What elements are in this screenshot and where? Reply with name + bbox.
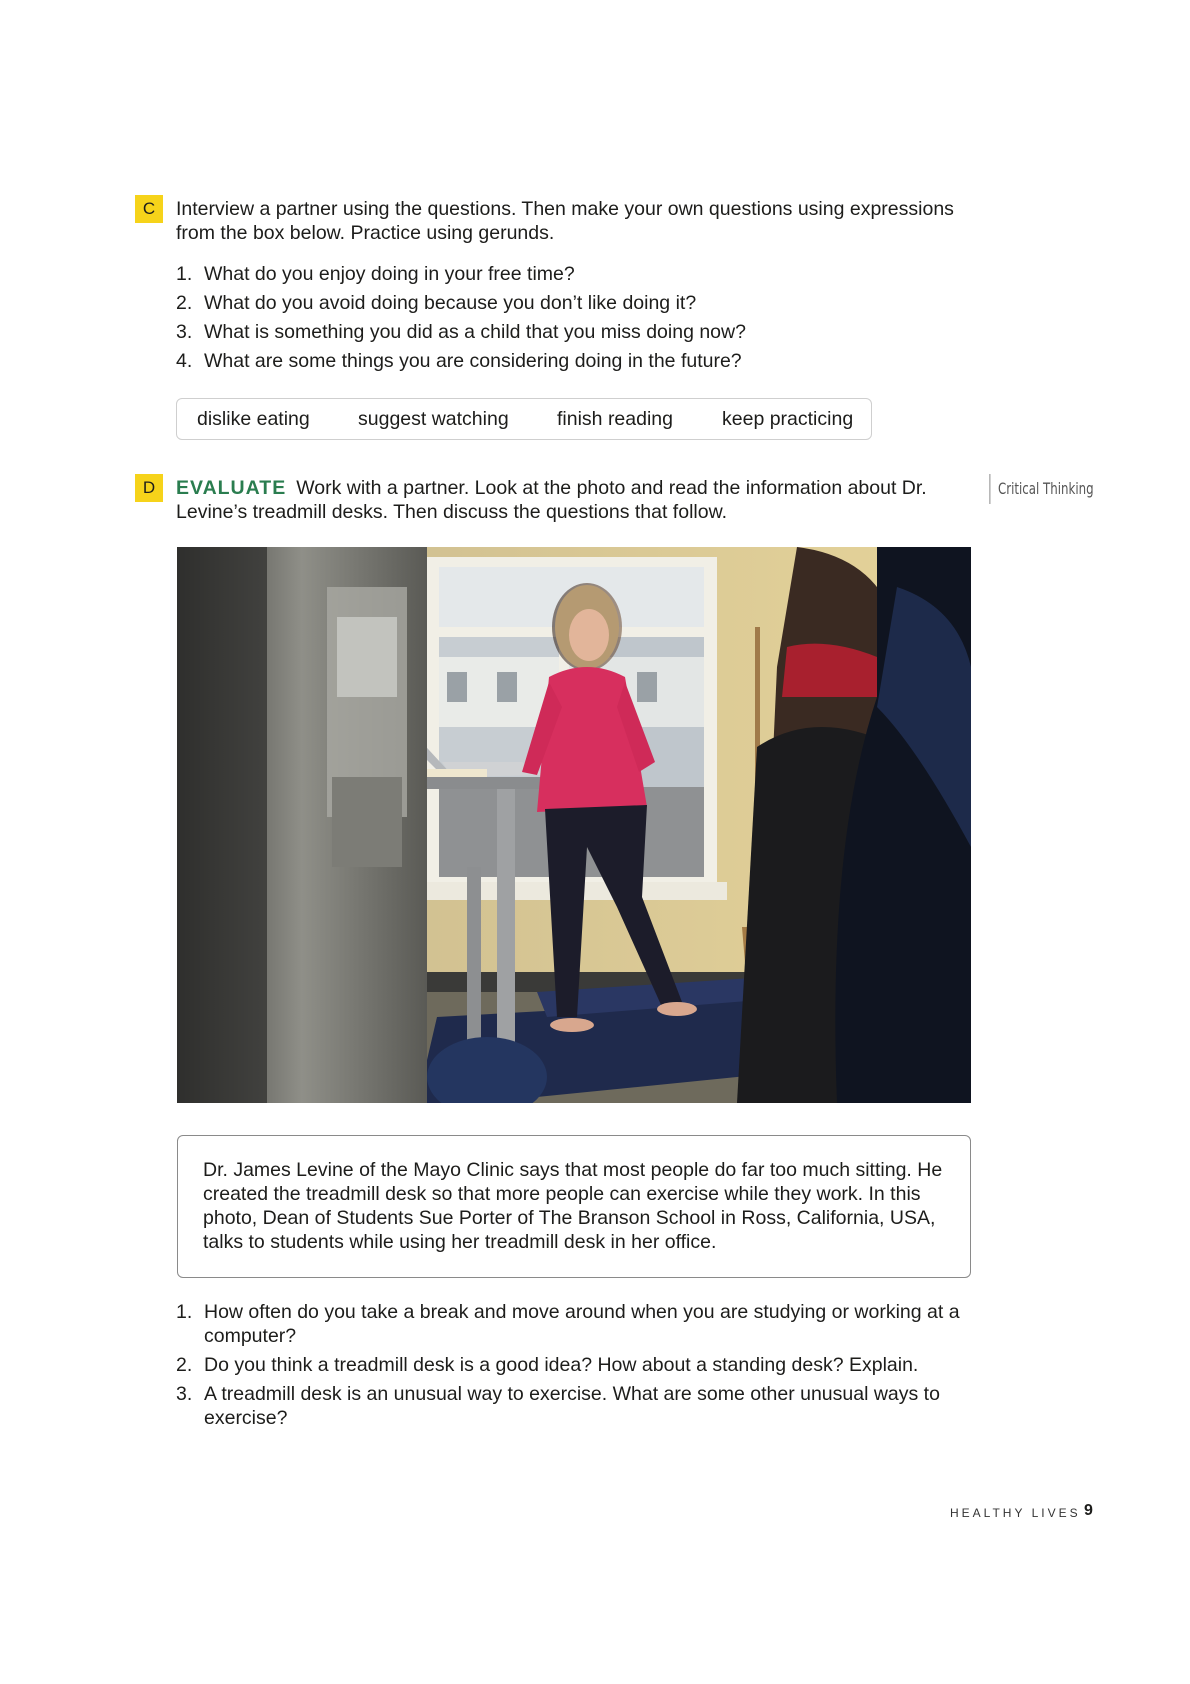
list-item: 3. A treadmill desk is an unusual way to exercise. What are some other unusual ways to exercise? bbox=[176, 1383, 940, 1429]
list-item: 4. What are some things you are considering doing in the future? bbox=[176, 350, 742, 372]
list-item: 2. What do you avoid doing because you don’t like doing it? bbox=[176, 292, 697, 314]
list-item: 1. What do you enjoy doing in your free time? bbox=[176, 263, 575, 285]
section-c-question-list bbox=[176, 262, 956, 378]
section-d-instruction: EVALUATE Work with a partner. Look at the photo and read the information about Dr. Levine’s treadmill desks. Then discuss the questions that follow. bbox=[176, 477, 927, 523]
critical-thinking-tag: Critical Thinking bbox=[989, 474, 1094, 504]
section-c-label: C bbox=[135, 195, 163, 223]
list-item: 2. Do you think a treadmill desk is a good idea? How about a standing desk? Explain. bbox=[176, 1354, 919, 1376]
section-c-instruction: Interview a partner using the questions. Then make your own questions using expressions from the box below. Practice using gerunds. bbox=[176, 198, 954, 244]
expression-box bbox=[176, 398, 872, 440]
section-d-question-list bbox=[176, 1300, 976, 1435]
section-d-label: D bbox=[135, 474, 163, 502]
info-box bbox=[177, 1135, 971, 1278]
expression-item: keep practicing bbox=[722, 408, 854, 430]
unit-title: HEALTHY LIVES bbox=[950, 1506, 1081, 1520]
expression-item: finish reading bbox=[557, 408, 673, 430]
list-item: 3. What is something you did as a child that you miss doing now? bbox=[176, 321, 746, 343]
treadmill-desk-photo bbox=[177, 547, 971, 1103]
page-number: 9 bbox=[1084, 1502, 1093, 1519]
expression-item: suggest watching bbox=[358, 408, 509, 430]
expression-item: dislike eating bbox=[197, 408, 310, 430]
info-text: Dr. James Levine of the Mayo Clinic says that most people do far too much sitting. He created the treadmill desk so that more people can exercise while they work. In this photo, Dean of Students Sue Porter of The Branson School in Ross, California, USA, talks to students while using her treadmill desk in her office. bbox=[203, 1159, 943, 1253]
list-item: 1. How often do you take a break and move around when you are studying or working at a computer? bbox=[176, 1301, 960, 1347]
evaluate-keyword: EVALUATE bbox=[176, 477, 287, 499]
